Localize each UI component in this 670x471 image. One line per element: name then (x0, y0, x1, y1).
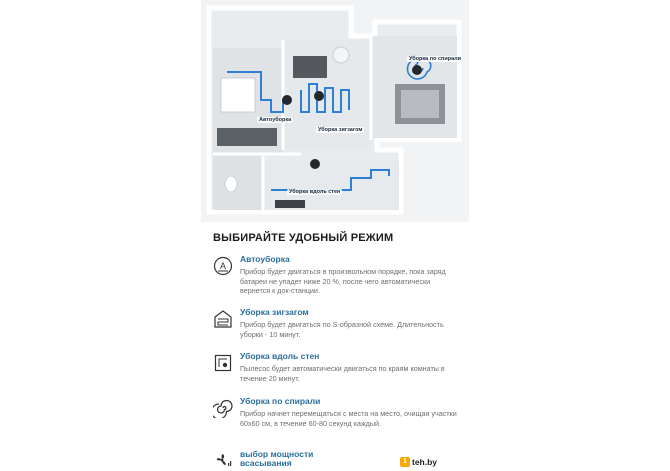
mode-title-zigzag: Уборка зигзагом (240, 307, 309, 317)
zigzag-mode-icon (213, 309, 233, 329)
mode-item-zigzag (213, 307, 463, 343)
plan-label-walls: Уборка вдоль стен (289, 189, 341, 195)
logo-mark: 1 (400, 457, 410, 467)
sofa (293, 56, 327, 78)
mode-item-auto (213, 254, 463, 300)
fan-power-icon (213, 450, 233, 470)
logo-text: teh.by (412, 457, 438, 467)
mode-item-walls (213, 351, 463, 387)
spiral-mode-icon (213, 398, 233, 418)
mode-desc-walls: Пылесос будет автоматически двигаться по краям комнаты в течение 20 минут. (240, 364, 445, 383)
mode-desc-auto: Прибор будет двигаться в произвольном порядке, пока заряд батареи не упадет ниже 20 %, после чего автоматически вернется к док-станции. (240, 267, 446, 295)
toilet (225, 176, 237, 192)
mode-desc-spiral: Прибор начнет перемещаться с места на место, очищая участки 60х60 см, в течение 60-80 секунд каждый. (240, 409, 457, 428)
bathroom (213, 156, 263, 210)
robot-auto (282, 95, 292, 105)
plan-label-auto: Автоуборка (259, 117, 292, 123)
section-title: ВЫБИРАЙТЕ УДОБНЫЙ РЕЖИМ (213, 232, 394, 244)
robot-zigzag (314, 91, 324, 101)
svg-text:A: A (219, 261, 227, 271)
teh-by-logo[interactable] (400, 455, 437, 469)
plan-label-spiral: Уборка по спирали (409, 56, 462, 62)
robot-walls (310, 159, 320, 169)
wall-mode-icon (213, 353, 233, 373)
auto-mode-icon (213, 256, 233, 276)
floor-plan-illustration (201, 0, 469, 222)
kitchen-counter (217, 128, 277, 146)
door-mat (275, 200, 305, 208)
mode-title-spiral: Уборка по спирали (240, 396, 321, 406)
coffee-table (333, 47, 349, 63)
mode-title-auto: Автоуборка (240, 254, 290, 264)
product-info-card (201, 0, 469, 471)
kitchen-table (221, 78, 255, 112)
robot-spiral (412, 65, 422, 75)
mode-title-walls: Уборка вдоль стен (240, 351, 320, 361)
mode-title-suction: выбор мощности всасывания (240, 449, 314, 468)
mode-item-spiral (213, 396, 463, 442)
plan-label-zigzag: Уборка зигзагом (318, 127, 363, 133)
mode-desc-zigzag: Прибор будет двигаться по S-образной схеме. Длительность уборки - 10 минут. (240, 320, 444, 339)
